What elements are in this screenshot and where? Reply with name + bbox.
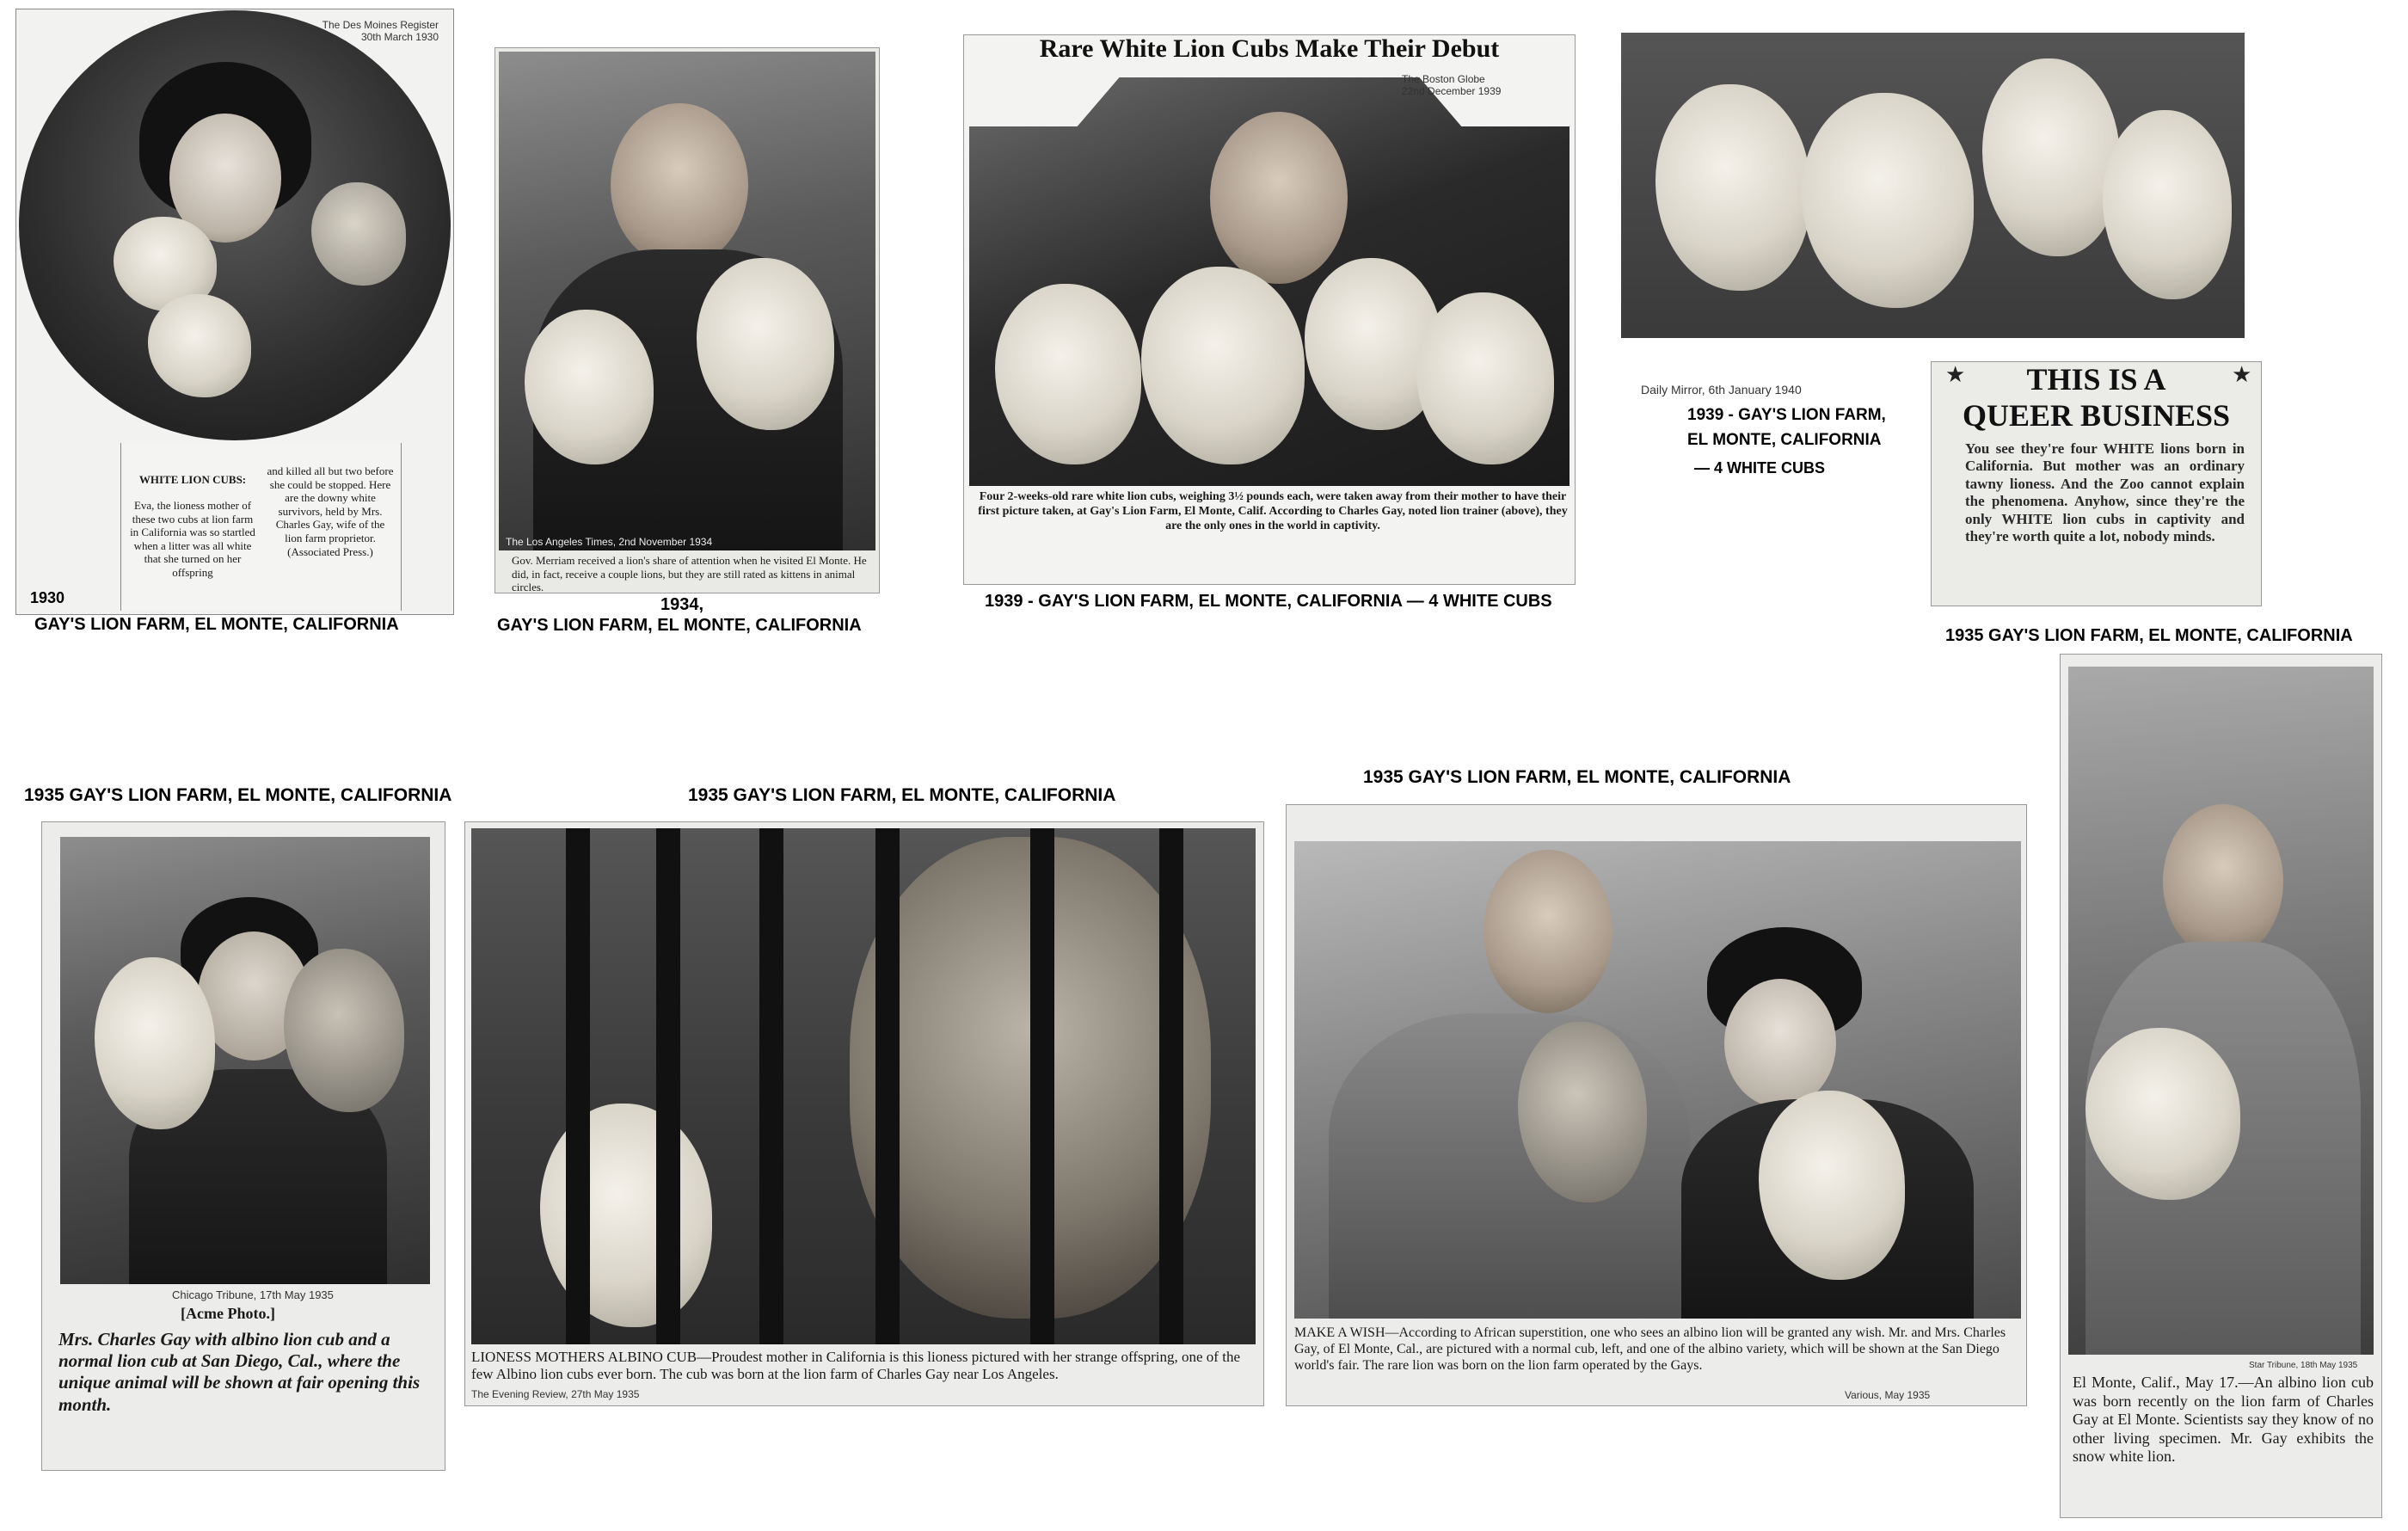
white-cub bbox=[1802, 93, 1974, 308]
clip-1940-label-line1: 1939 - GAY'S LION FARM, bbox=[1687, 406, 1886, 424]
clip-1935-various-label: 1935 GAY'S LION FARM, EL MONTE, CALIFORNIA bbox=[1363, 767, 1791, 787]
clip-1935-various-source: Various, May 1935 bbox=[1845, 1389, 1931, 1401]
clip-1930-photo bbox=[19, 10, 451, 440]
man-face bbox=[2163, 804, 2283, 959]
clip-1930-year: 1930 bbox=[30, 589, 65, 606]
clip-1934-source: The Los Angeles Times, 2nd November 1934 bbox=[506, 536, 713, 548]
white-cub bbox=[1141, 267, 1305, 464]
clip-1935-review-photo bbox=[471, 828, 1256, 1344]
clip-1940-mirror-photo bbox=[1621, 33, 2245, 338]
white-cub bbox=[2103, 110, 2232, 299]
woman-face bbox=[1724, 979, 1836, 1108]
clip-1930-caption-right: and killed all but two before she could be stopped. Here are the downy white survivors, held by Mrs. Charles Gay, wife of the lion farm proprietor. (Associated Press.) bbox=[267, 464, 394, 558]
clip-1935-review-label: 1935 GAY'S LION FARM, EL MONTE, CALIFORNIA bbox=[688, 785, 1116, 805]
clip-1940-body: You see they're four WHITE lions born in California. But mother was an ordinary tawny lioness. And the Zoo cannot explain the phenomena. Anyhow, since they're the only WHITE lion cubs in captivity and they're worth quite a lot, nobody minds. bbox=[1965, 440, 2245, 544]
clip-1940-label-line3: — 4 WHITE CUBS bbox=[1694, 459, 1826, 477]
cage-bar bbox=[875, 828, 900, 1344]
clip-1940-heading-line1: THIS IS A bbox=[2026, 362, 2166, 397]
white-cub bbox=[311, 182, 406, 286]
white-cub bbox=[995, 284, 1141, 464]
clip-1935-tribune-label: 1935 GAY'S LION FARM, EL MONTE, CALIFORNIA bbox=[24, 785, 452, 805]
clip-1940-heading-line2: QUEER BUSINESS bbox=[1962, 398, 2231, 433]
clip-1935-tribune-source: Chicago Tribune, 17th May 1935 bbox=[172, 1288, 334, 1301]
star-icon: ★ bbox=[1945, 361, 1966, 387]
white-cub bbox=[1982, 58, 2120, 256]
clip-1935-star-photo bbox=[2068, 667, 2374, 1355]
clip-1935-review-source: The Evening Review, 27th May 1935 bbox=[471, 1388, 644, 1400]
white-cub bbox=[95, 957, 215, 1129]
clip-1939-globe-source: The Boston Globe 22nd December 1939 bbox=[1402, 73, 1502, 97]
cage-bar bbox=[759, 828, 783, 1344]
cage-bar bbox=[566, 828, 590, 1344]
clip-1934-photo bbox=[499, 52, 875, 550]
man-face bbox=[1210, 112, 1348, 284]
clip-1934-label: GAY'S LION FARM, EL MONTE, CALIFORNIA bbox=[497, 616, 862, 635]
clip-1935-review-caption: LIONESS MOTHERS ALBINO CUB—Proudest mother in California is this lioness pictured with her strange offspring, one of the few Albino lion cubs ever born. The cub was born at the lion farm of Charles Gay near Los Angeles. bbox=[471, 1349, 1240, 1383]
clip-1930-label: GAY'S LION FARM, EL MONTE, CALIFORNIA bbox=[34, 615, 399, 634]
clip-1935-star-caption: El Monte, Calif., May 17.—An albino lion cub was born recently on the lion farm of Charles Gay at El Monte. Scientists say they know of no other living specimen. Mr. Gay exhibits the snow white lion. bbox=[2073, 1374, 2374, 1466]
clip-1934-year: 1934, bbox=[660, 595, 704, 614]
man-face bbox=[611, 103, 748, 267]
clip-1940-mirror-source: Daily Mirror, 6th January 1940 bbox=[1641, 383, 1802, 397]
clip-1935-top-right-label: 1935 GAY'S LION FARM, EL MONTE, CALIFORNIA bbox=[1945, 626, 2353, 645]
cage-bar bbox=[1030, 828, 1054, 1344]
clip-1930-caption-title: WHITE LION CUBS: bbox=[138, 473, 247, 486]
clip-1935-various-caption: MAKE A WISH—According to African superstition, one who sees an albino lion will be granted any wish. Mr. and Mrs. Charles Gay, of El Monte, Cal., are pictured with a normal cub, left, and one of the albino variety, which will be shown at the San Diego world's fair. The rare lion was born on the lion farm operated by the Gays. bbox=[1294, 1325, 2006, 1374]
man-face bbox=[1484, 850, 1612, 1013]
clip-1940-label-line2: EL MONTE, CALIFORNIA bbox=[1687, 431, 1882, 449]
clip-1935-various-photo bbox=[1294, 841, 2021, 1319]
white-cub bbox=[148, 294, 251, 397]
clip-1935-tribune-credit: [Acme Photo.] bbox=[181, 1305, 275, 1322]
clip-1939-globe-label: 1939 - GAY'S LION FARM, EL MONTE, CALIFORNIA — 4 WHITE CUBS bbox=[985, 592, 1552, 611]
clip-1935-star-source: Star Tribune, 18th May 1935 bbox=[2249, 1361, 2358, 1370]
clip-1930-caption-left: Eva, the lioness mother of these two cubs at lion farm in California was so startled when a litter was all white that she turned on her offspring bbox=[130, 499, 255, 579]
clip-1934-caption: Gov. Merriam received a lion's share of attention when he visited El Monte. He did, in fact, receive a couple lions, but they are still rated as kittens in animal circles. bbox=[512, 554, 867, 594]
cage-bar bbox=[656, 828, 680, 1344]
cage-bar bbox=[1159, 828, 1183, 1344]
clip-1935-tribune-caption: Mrs. Charles Gay with albino lion cub and a normal lion cub at San Diego, Cal., where the unique animal will be shown at fair opening this month. bbox=[58, 1329, 421, 1415]
clip-1935-tribune-photo bbox=[60, 837, 430, 1284]
white-cub bbox=[1656, 84, 1810, 291]
clip-1939-headline: Rare White Lion Cubs Make Their Debut bbox=[1039, 34, 1500, 63]
clip-1930-source: The Des Moines Register 30th March 1930 bbox=[322, 19, 439, 43]
white-cub bbox=[1416, 292, 1554, 464]
clip-1939-photo bbox=[969, 77, 1570, 486]
clip-1939-globe-caption: Four 2-weeks-old rare white lion cubs, weighing 3½ pounds each, were taken away from their mother to have their first picture taken, at Gay's Lion Farm, El Monte, Calif. According to Charles Gay, noted lion trainer (above), they are the only ones in the world in captivity. bbox=[978, 490, 1568, 532]
star-icon: ★ bbox=[2232, 361, 2252, 387]
